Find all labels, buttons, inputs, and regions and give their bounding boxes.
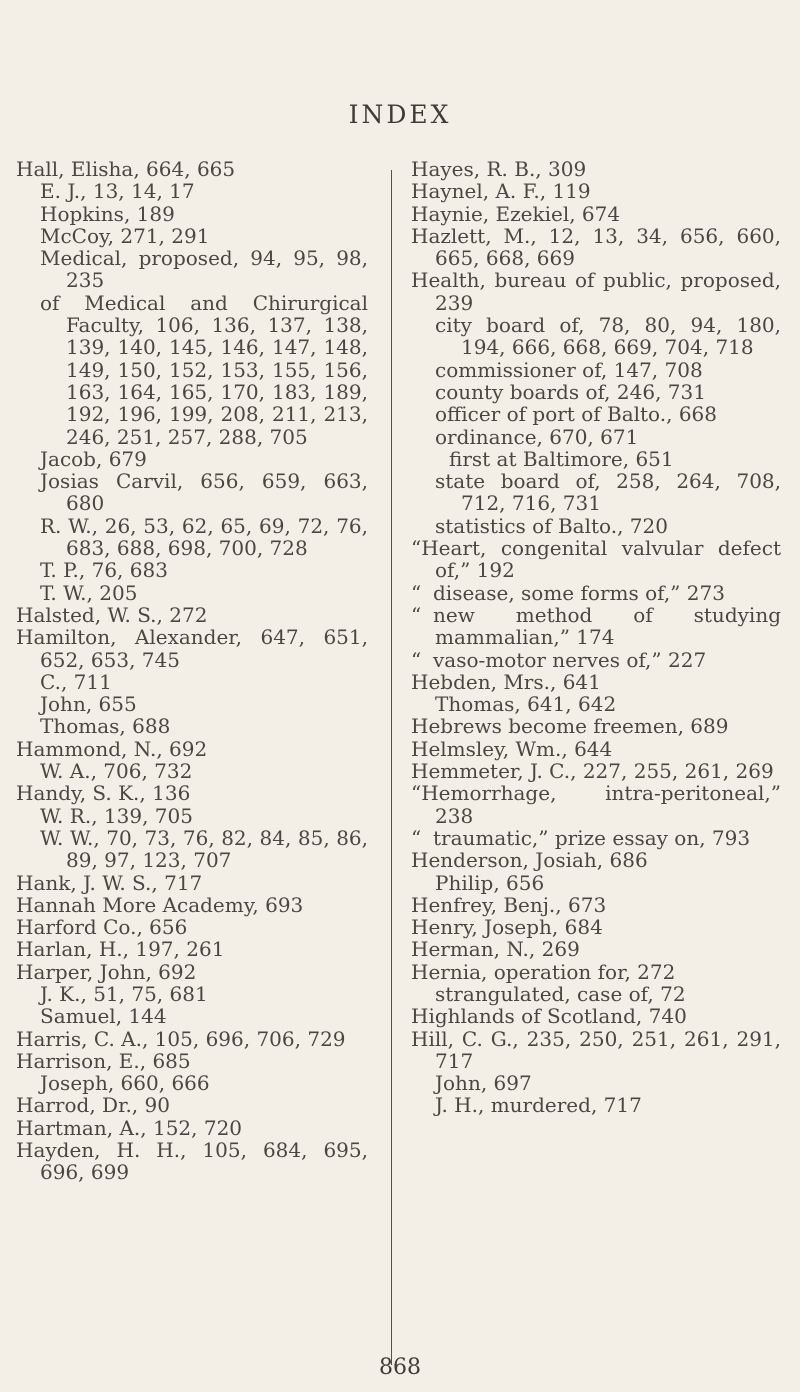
- index-entry-text: C., 711: [40, 669, 112, 694]
- index-entry-text: state board of, 258, 264, 708, 712, 716, 731: [435, 469, 781, 516]
- index-entry-text: city board of, 78, 80, 94, 180, 194, 666, 668, 669, 704, 718: [435, 313, 781, 360]
- ditto-mark: “: [411, 825, 422, 850]
- index-entry: [16, 760, 368, 782]
- index-entry-text: Hall, Elisha, 664, 665: [16, 157, 236, 181]
- index-entry-text: Hamilton, Alexander, 647, 651, 652, 653, 745: [16, 625, 368, 672]
- index-entry-text: Hemmeter, J. C., 227, 255, 261, 269: [411, 759, 774, 784]
- index-entry: [411, 203, 781, 225]
- index-entry-text: Harrison, E., 685: [16, 1048, 191, 1073]
- index-entry: [411, 1072, 781, 1094]
- index-entry: [16, 470, 368, 515]
- index-entry: [411, 715, 781, 737]
- index-column-left: [16, 158, 368, 1184]
- index-entry-text: first at Baltimore, 651: [449, 446, 674, 471]
- index-entry: [16, 1028, 368, 1050]
- index-entry-text: McCoy, 271, 291: [40, 223, 210, 248]
- index-entry: [16, 872, 368, 894]
- index-entry-text: John, 697: [435, 1071, 532, 1096]
- index-entry-text: Hank, J. W. S., 717: [16, 870, 203, 895]
- index-entry-text: Herman, N., 269: [411, 937, 580, 962]
- index-entry-text: “Hemorrhage, intra-peritoneal,” 238: [411, 781, 781, 828]
- index-entry: [411, 448, 781, 470]
- index-entry-text: Hebden, Mrs., 641: [411, 669, 601, 694]
- index-entry-text: Hayden, H. H., 105, 684, 695, 696, 699: [16, 1138, 368, 1185]
- index-entry-text: John, 655: [40, 692, 137, 717]
- index-entry-text: Henry, Joseph, 684: [411, 915, 603, 940]
- index-entry-text: J. K., 51, 75, 681: [40, 981, 208, 1006]
- index-entry-text: Hartman, A., 152, 720: [16, 1115, 243, 1140]
- index-entry-text: Health, bureau of public, proposed, 239: [411, 268, 781, 315]
- index-entry-text: Henderson, Josiah, 686: [411, 848, 648, 873]
- index-entry-text: Harlan, H., 197, 261: [16, 937, 225, 962]
- index-entry-text: J. H., murdered, 717: [435, 1093, 642, 1118]
- index-entry: [16, 782, 368, 804]
- index-entry: [411, 738, 781, 760]
- index-entry: [411, 961, 781, 983]
- index-entry-text: Harford Co., 656: [16, 915, 188, 940]
- index-entry: [411, 872, 781, 894]
- index-entry-text: Handy, S. K., 136: [16, 781, 191, 806]
- index-entry-text: Hernia, operation for, 272: [411, 959, 676, 984]
- index-entry: [411, 983, 781, 1005]
- index-entry: [16, 916, 368, 938]
- ditto-mark: “: [411, 580, 422, 605]
- index-entry: [16, 626, 368, 671]
- index-entry: [16, 1139, 368, 1184]
- index-entry: [411, 760, 781, 782]
- index-entry: [16, 961, 368, 983]
- index-entry-text: Halsted, W. S., 272: [16, 602, 208, 627]
- index-entry-text: of Medical and Chirurgical Faculty, 106, 136, 137, 138, 139, 140, 145, 146, 147, 148, 149, 150, 152, 153, 155, 156, 163, 164, 165, 170, 183, 189, 192, 196, 199, 208, 211, 213, 246, 251, 257, 288, 705: [40, 290, 368, 449]
- index-entry: [16, 693, 368, 715]
- index-entry: [411, 582, 781, 604]
- index-entry: [411, 1028, 781, 1073]
- index-entry-text: Philip, 656: [435, 870, 545, 895]
- index-entry: [16, 448, 368, 470]
- index-entry: [16, 559, 368, 581]
- index-entry: [411, 671, 781, 693]
- index-entry-text: Harris, C. A., 105, 696, 706, 729: [16, 1026, 346, 1051]
- index-entry: [16, 805, 368, 827]
- index-entry-text: W. A., 706, 732: [40, 759, 193, 784]
- index-entry-text: Joseph, 660, 666: [40, 1071, 210, 1096]
- index-entry-text: Thomas, 641, 642: [435, 692, 617, 717]
- index-entry-text: Highlands of Scotland, 740: [411, 1004, 687, 1029]
- index-entry-text: Medical, proposed, 94, 95, 98, 235: [40, 246, 368, 293]
- index-entry: [16, 582, 368, 604]
- index-entry: [16, 1094, 368, 1116]
- index-entry: [411, 916, 781, 938]
- index-entry-text: Hebrews become freemen, 689: [411, 714, 729, 739]
- index-entry-text: T. W., 205: [40, 580, 138, 605]
- index-entry-text: W. W., 70, 73, 76, 82, 84, 85, 86, 89, 97, 123, 707: [40, 825, 368, 873]
- index-entry: [16, 203, 368, 225]
- index-entry: [16, 894, 368, 916]
- index-entry: [411, 158, 781, 180]
- index-entry-text: statistics of Balto., 720: [435, 513, 668, 538]
- index-entry-text: ordinance, 670, 671: [435, 424, 639, 449]
- index-entry-text: Hayes, R. B., 309: [411, 157, 587, 181]
- index-entry: [411, 515, 781, 537]
- index-entry: [411, 537, 781, 582]
- index-entry: [411, 269, 781, 314]
- index-entry: [16, 738, 368, 760]
- index-entry-text: Henfrey, Benj., 673: [411, 892, 607, 917]
- index-entry: [411, 381, 781, 403]
- column-divider: [391, 170, 392, 1365]
- index-entry: [411, 604, 781, 649]
- index-entry: [411, 470, 781, 515]
- index-entry: [411, 314, 781, 359]
- ditto-mark: “: [411, 647, 422, 672]
- index-entry: [411, 894, 781, 916]
- index-entry: [411, 359, 781, 381]
- index-entry-text: Harrod, Dr., 90: [16, 1093, 170, 1118]
- index-entry-text: E. J., 13, 14, 17: [40, 179, 195, 204]
- index-entry: [411, 849, 781, 871]
- index-entry: [16, 1072, 368, 1094]
- index-entry: [16, 827, 368, 872]
- index-entry-text: commissioner of, 147, 708: [435, 357, 703, 382]
- index-entry-text: R. W., 26, 53, 62, 65, 69, 72, 76, 683, 688, 698, 700, 728: [40, 513, 368, 561]
- index-entry-text: new method of studying mammalian,” 174: [433, 602, 781, 650]
- index-entry-text: T. P., 76, 683: [40, 558, 168, 583]
- page-number: 868: [379, 1355, 421, 1380]
- page-title: INDEX: [348, 100, 452, 129]
- index-entry: [16, 225, 368, 247]
- index-entry-text: traumatic,” prize essay on, 793: [433, 825, 751, 850]
- index-entry: [16, 1050, 368, 1072]
- index-entry-text: Hannah More Academy, 693: [16, 892, 304, 917]
- index-entry: [16, 983, 368, 1005]
- index-entry: [411, 403, 781, 425]
- index-entry-text: W. R., 139, 705: [40, 803, 193, 828]
- index-entry: [16, 515, 368, 560]
- index-entry: [411, 782, 781, 827]
- index-entry: [16, 158, 368, 180]
- index-entry-text: vaso-motor nerves of,” 227: [433, 647, 707, 672]
- index-entry-text: Haynel, A. F., 119: [411, 179, 591, 204]
- index-entry: [16, 1005, 368, 1027]
- index-entry: [411, 649, 781, 671]
- index-entry-text: disease, some forms of,” 273: [433, 580, 725, 605]
- index-entry: [16, 1117, 368, 1139]
- index-entry-text: Hopkins, 189: [40, 201, 175, 226]
- index-entry: [411, 693, 781, 715]
- index-entry-text: Hammond, N., 692: [16, 736, 208, 761]
- index-entry: [411, 938, 781, 960]
- index-entry: [411, 225, 781, 270]
- index-entry: [411, 1005, 781, 1027]
- index-entry: [16, 604, 368, 626]
- index-entry-text: Thomas, 688: [40, 714, 171, 739]
- index-entry: [16, 247, 368, 292]
- index-entry-text: Jacob, 679: [40, 446, 147, 471]
- index-entry: [16, 715, 368, 737]
- index-entry: [411, 1094, 781, 1116]
- index-entry: [16, 671, 368, 693]
- index-entry-text: Haynie, Ezekiel, 674: [411, 201, 621, 226]
- index-entry-text: Helmsley, Wm., 644: [411, 736, 613, 761]
- index-entry-text: county boards of, 246, 731: [435, 379, 706, 404]
- index-entry-text: Samuel, 144: [40, 1004, 167, 1029]
- index-entry: [411, 180, 781, 202]
- index-entry: [411, 827, 781, 849]
- index-entry: [411, 426, 781, 448]
- index-column-right: [411, 158, 781, 1117]
- index-entry-text: “Heart, congenital valvular defect of,” 192: [411, 536, 781, 583]
- index-entry-text: Hazlett, M., 12, 13, 34, 656, 660, 665, 668, 669: [411, 223, 781, 271]
- index-entry-text: Harper, John, 692: [16, 959, 197, 984]
- index-entry: [16, 292, 368, 448]
- index-entry-text: Josias Carvil, 656, 659, 663, 680: [40, 469, 368, 516]
- index-entry-text: officer of port of Balto., 668: [435, 402, 717, 427]
- ditto-mark: “: [411, 602, 422, 627]
- index-entry: [16, 938, 368, 960]
- index-entry: [16, 180, 368, 202]
- index-entry-text: strangulated, case of, 72: [435, 981, 686, 1006]
- index-entry-text: Hill, C. G., 235, 250, 251, 261, 291, 717: [411, 1026, 781, 1073]
